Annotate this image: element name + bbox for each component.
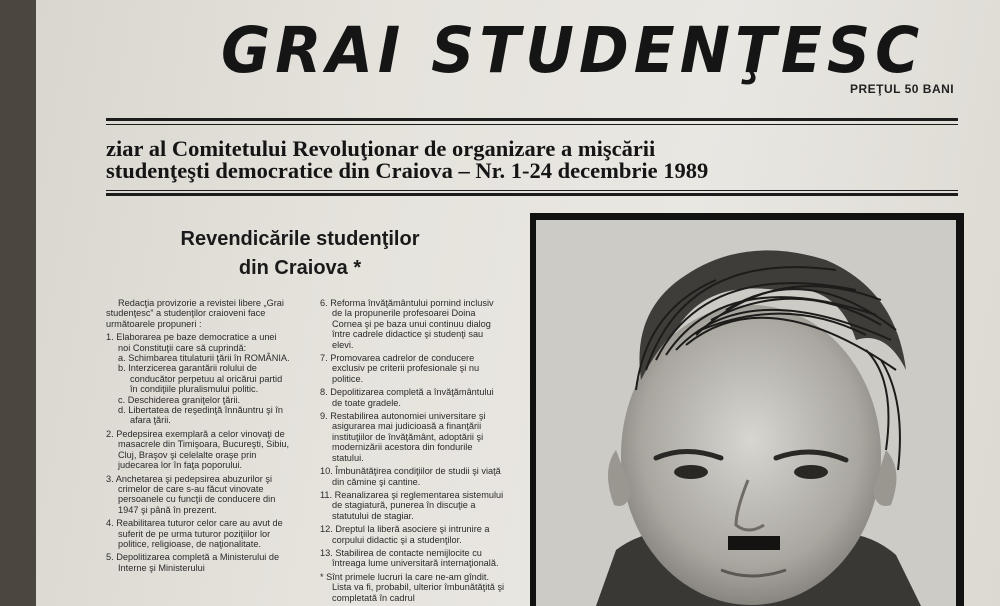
bottom-rule-thin [106, 190, 958, 191]
demand-item: 3. Anchetarea şi pedepsirea abuzurilor şi crimelor de care s-au făcut vinovate persoanele cu funcţii de conducere din 1947 şi până în prezent. [106, 473, 276, 515]
article-title-line-1: Revendicările studenţilor [180, 228, 420, 250]
footnote: * Sînt primele lucruri la care ne-am gîndit. Lista va fi, probabil, ulterior îmbunătăţită şi completată în cadrul [320, 571, 505, 603]
bottom-rule [106, 193, 958, 196]
demand-item: 13. Stabilirea de contacte nemijlocite cu întreaga lume universitară internaţională. [320, 547, 499, 569]
demand-item: 2. Pedepsirea exemplară a celor vinovaţi de masacrele din Timişoara, Bucureşti, Sibiu, Cluj, Braşov şi celelalte oraşe prin judecarea lor în faţa poporului. [106, 428, 290, 471]
article-column-left [106, 298, 290, 573]
top-rule [106, 118, 958, 121]
portrait-photo [536, 220, 956, 606]
demand-item: 5. Depolitizarea completă a Ministerului de Interne şi Ministerului [106, 552, 280, 573]
demand-item: 1. Elaborarea pe baze democratice a unei noi Constituţii care să cuprindă: [106, 332, 277, 353]
price-label: PREŢUL 50 BANI [850, 82, 955, 96]
newspaper-page [36, 0, 1000, 606]
demand-item: 7. Promovarea cadrelor de conducere exclusiv pe criterii profesionale şi nu politice. [320, 353, 480, 384]
demand-subitem: d. Libertatea de reşedinţă înnăuntru şi în afara ţării. [118, 405, 283, 426]
demand-item: 11. Reanalizarea şi reglementarea sistemului de stagiatură, punerea în discuţie a statutului de stagiar. [320, 489, 504, 521]
demand-item: 6. Reforma învăţământului pornind inclusiv de la propunerile profesoarei Doina Cornea şi pe baza unui continuu dialog între cadrele didactice şi studenţi sau elevi. [320, 298, 494, 350]
article-title-line-2: din Craiova * [238, 257, 362, 279]
demand-subitem: a. Schimbarea titulaturii ţării în ROMÂNIA. [118, 353, 290, 364]
demand-subitem: c. Deschiderea graniţelor ţării. [118, 394, 241, 405]
masthead-title: GRAI STUDENŢESC [221, 14, 925, 88]
subtitle-line-2: studenţeşti democratice din Craiova – Nr. 1-24 decembrie 1989 [106, 158, 709, 183]
defaced-portrait-image [536, 220, 956, 606]
demand-item: 9. Restabilirea autonomiei universitare şi asigurarea mai judicioasă a finanţării instituţiilor de învăţământ, adoptării şi modernizării acestora din fondurile statului. [320, 411, 486, 463]
article-column-right [320, 298, 505, 603]
subtitle-line-1: ziar al Comitetului Revoluţionar de organizare a mişcării [106, 136, 656, 161]
demand-item: 12. Dreptul la liberă asociere şi intrunire a corpului didactic şi a studenţilor. [320, 524, 490, 545]
demand-item: 10. Îmbunătăţirea condiţiilor de studii şi viaţă din cămine şi cantine. [320, 466, 501, 487]
demand-subitem: b. Interzicerea garantării rolului de conducător perpetuu al oricărui partid în condiţiile pluralismului politic. [118, 363, 283, 395]
top-rule-thin [106, 124, 958, 125]
intro-paragraph: Redacţia provizorie a revistei libere „Grai studenţesc” a studenţilor craioveni face următoarele propuneri : [106, 298, 284, 329]
demand-item: 4. Reabilitarea tuturor celor care au avut de suferit de pe urma tuturor poziţiilor lor politice, religioase, de naţionalitate. [106, 518, 283, 549]
demand-item: 8. Depolitizarea completă a învăţământului de toate gradele. [320, 387, 494, 408]
